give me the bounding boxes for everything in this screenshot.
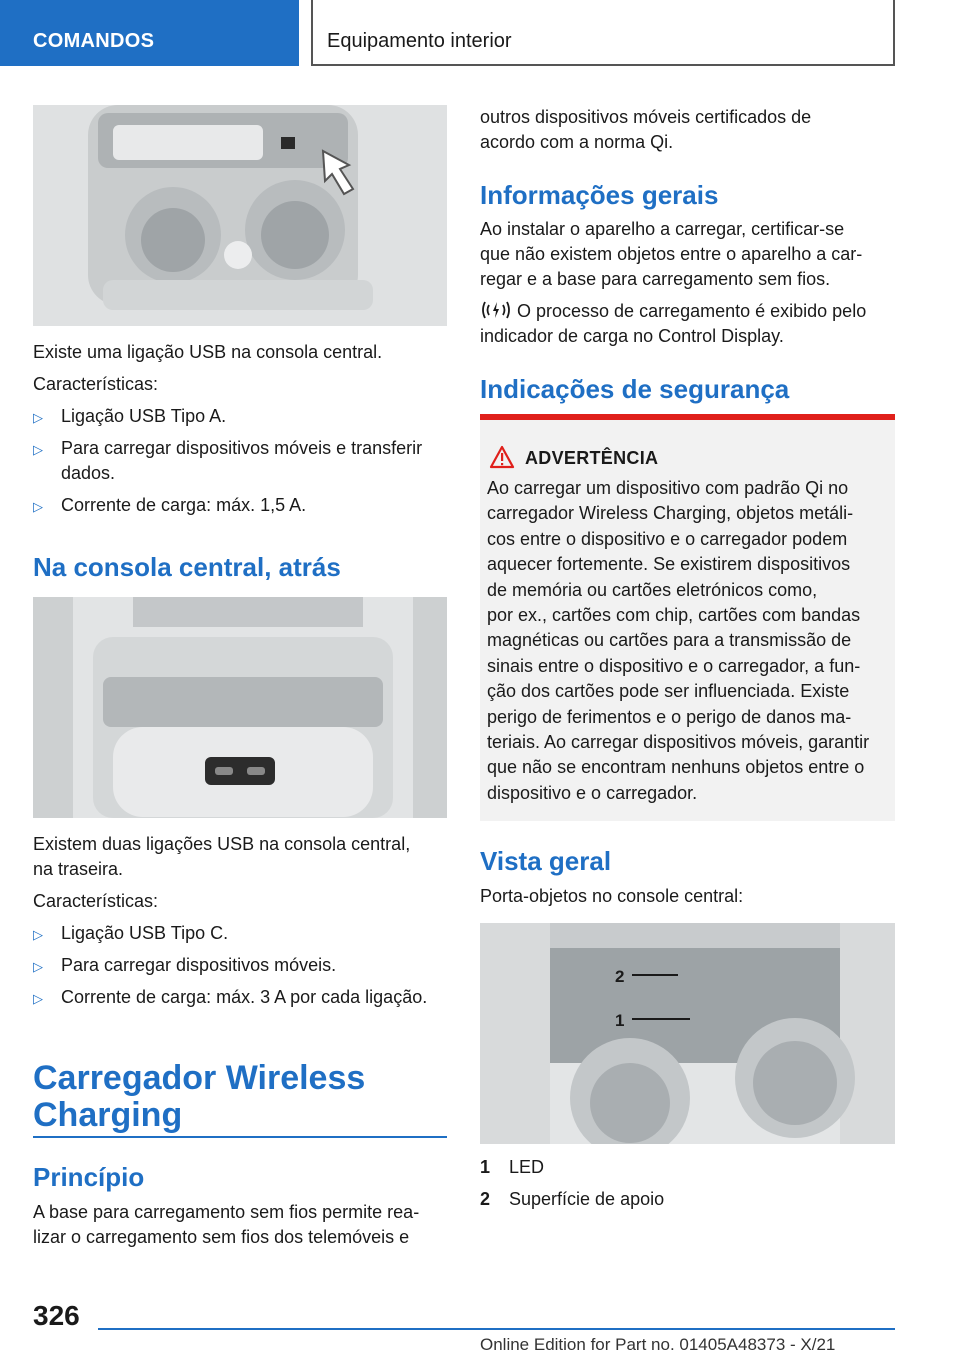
chapter-title: Equipamento interior <box>327 30 512 52</box>
chapter-header <box>311 0 895 66</box>
list-item-continuation: dados. <box>61 463 116 483</box>
charging-display-line2: indicador de carga no Control Display. <box>480 326 784 346</box>
usb-rear-description-line2: na traseira. <box>33 859 124 879</box>
bullet-triangle-icon: ▷ <box>33 410 43 425</box>
heading-safety: Indicações de segurança <box>480 374 790 404</box>
legend-text: Superfície de apoio <box>509 1189 665 1209</box>
bullet-triangle-icon: ▷ <box>33 499 43 514</box>
callout-2: 2 <box>615 967 625 986</box>
warning-triangle-icon <box>489 445 515 469</box>
photo-wireless-charging-tray <box>480 923 895 1144</box>
section-title: COMANDOS <box>33 30 155 52</box>
heading-overview: Vista geral <box>480 846 612 876</box>
callout-1: 1 <box>615 1011 625 1030</box>
bullet-triangle-icon: ▷ <box>33 927 43 942</box>
warning-box <box>480 414 895 821</box>
heading-principle: Princípio <box>33 1162 145 1192</box>
footer-edition: Online Edition for Part no. 01405A48373 - X/21 <box>480 1335 836 1354</box>
bullet-triangle-icon: ▷ <box>33 442 43 457</box>
bullet-triangle-icon: ▷ <box>33 959 43 974</box>
heading-general-info: Informações gerais <box>480 180 719 210</box>
usb-front-description: Existe uma ligação USB na consola central. <box>33 342 383 362</box>
principle-text-line3: outros dispositivos móveis certificados de <box>480 107 812 127</box>
usb-rear-description-line1: Existem duas ligações USB na consola central, <box>33 834 411 854</box>
photo-rear-console-usb <box>33 597 447 818</box>
bullet-triangle-icon: ▷ <box>33 991 43 1006</box>
general-info-line1: Ao instalar o aparelho a carregar, certificar-se <box>480 219 845 239</box>
principle-text-line4: acordo com a norma Qi. <box>480 132 674 152</box>
section-tab <box>0 0 299 66</box>
legend-number: 1 <box>480 1157 491 1177</box>
warning-title: ADVERTÊNCIA <box>525 448 659 468</box>
principle-text-line1: A base para carregamento sem fios permite rea- <box>33 1202 420 1222</box>
heading-rear-console: Na consola central, atrás <box>33 552 341 582</box>
legend-text: LED <box>509 1157 545 1177</box>
warning-text: Ao carregar um dispositivo com padrão Qi no carregador Wireless Charging, objetos metáli- cos entre o dispositivo e o carregador podem aquecer fortemente. Se existirem dispositivos de memória ou cartões eletrónicos como, por ex., cartões com chip, cartões com bandas magnéticas ou cartões para a transmissão de sinais entre o dispositivo e o carregador, a fun- ção dos cartões pode ser influenciada. Existe perigo de ferimentos e o perigo de danos ma- teriais. Ao carregar dispositivos móveis, garantir que não se encontram nenhuns objetos entre o dispositivo e o carregador. <box>487 478 870 803</box>
footer-rule <box>98 1328 895 1330</box>
heading-wireless-charging-line2: Charging <box>33 1096 183 1134</box>
general-info-line3: regar e a base para carregamento sem fios. <box>480 269 831 289</box>
photo-front-console-usb <box>33 105 447 326</box>
page-number: 326 <box>33 1300 80 1331</box>
features-label: Características: <box>33 374 159 394</box>
general-info-line2: que não existem objetos entre o aparelho a car- <box>480 244 863 264</box>
features-label: Características: <box>33 891 159 911</box>
legend-number: 2 <box>480 1189 491 1209</box>
wireless-charging-icon <box>480 299 512 321</box>
principle-text-line2: lizar o carregamento sem fios dos telemóveis e <box>33 1227 410 1247</box>
charging-display-line1: O processo de carregamento é exibido pelo <box>517 301 867 321</box>
heading-underline <box>33 1136 447 1138</box>
heading-wireless-charging-line1: Carregador Wireless <box>33 1059 366 1097</box>
overview-caption: Porta-objetos no console central: <box>480 886 744 906</box>
